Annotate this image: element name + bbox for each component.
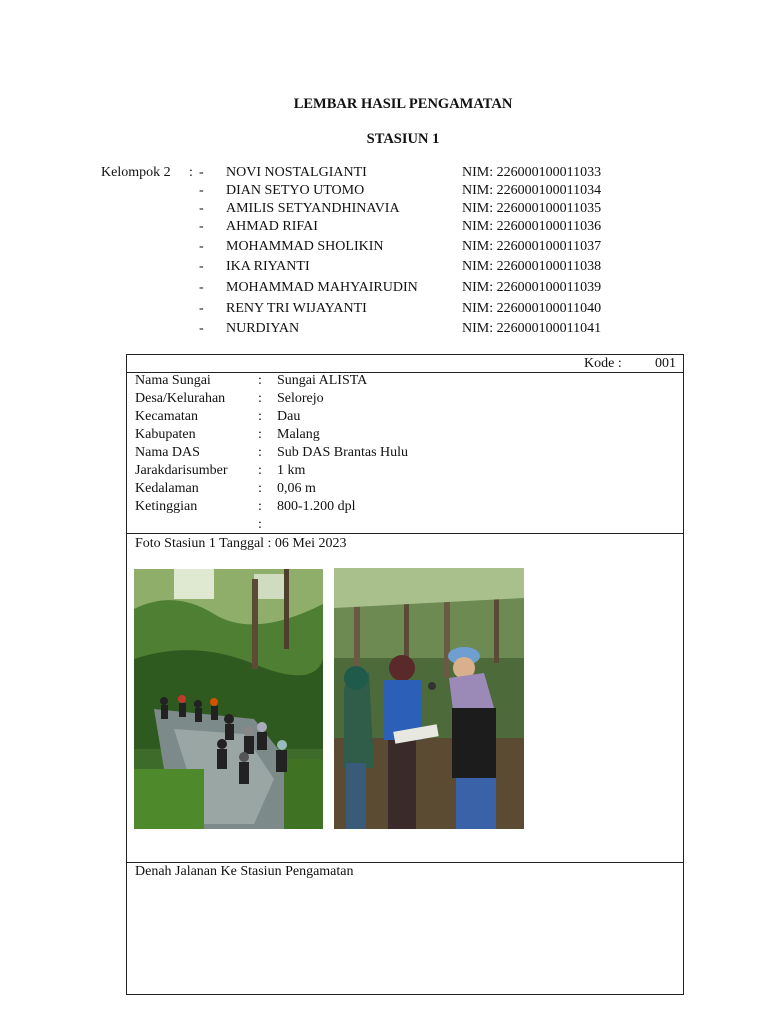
member-row [0, 183, 768, 203]
info-value: Sub DAS Brantas Hulu [277, 445, 409, 460]
member-row [0, 259, 768, 279]
info-label: Ketinggian [135, 499, 198, 514]
member-row [0, 201, 768, 221]
map-box [126, 862, 684, 995]
member-nim: NIM: 226000100011034 [462, 183, 602, 198]
info-label: Kedalaman [135, 481, 199, 496]
info-separator: : [258, 373, 262, 388]
kode-value: 001 [655, 356, 676, 371]
info-separator: : [258, 499, 262, 514]
station-info-box [126, 354, 684, 534]
member-name: MOHAMMAD MAHYAIRUDIN [226, 280, 418, 295]
info-separator: : [258, 427, 262, 442]
info-label: Kecamatan [135, 409, 198, 424]
member-dash: - [199, 165, 204, 180]
member-dash: - [199, 259, 204, 274]
info-value: 1 km [277, 463, 306, 478]
info-label: Nama Sungai [135, 373, 211, 388]
page-title: LEMBAR HASIL PENGAMATAN [293, 96, 513, 112]
info-label: Kabupaten [135, 427, 196, 442]
info-row [135, 481, 675, 499]
member-name: RENY TRI WIJAYANTI [226, 301, 367, 316]
member-nim: NIM: 226000100011039 [462, 280, 602, 295]
member-nim: NIM: 226000100011038 [462, 259, 602, 274]
kode-label: Kode : [584, 356, 622, 371]
member-row [0, 165, 768, 185]
member-dash: - [199, 219, 204, 234]
group-separator: : [189, 165, 193, 180]
member-dash: - [199, 183, 204, 198]
info-row [135, 463, 675, 481]
map-caption: Denah Jalanan Ke Stasiun Pengamatan [135, 864, 354, 879]
info-value: Selorejo [277, 391, 324, 406]
info-value: 0,06 m [277, 481, 316, 496]
info-separator: : [258, 445, 262, 460]
info-separator: : [258, 481, 262, 496]
info-separator: : [258, 409, 262, 424]
photo-caption: Foto Stasiun 1 Tanggal : 06 Mei 2023 [135, 536, 347, 551]
member-nim: NIM: 226000100011035 [462, 201, 602, 216]
photo-box [126, 533, 684, 863]
member-row [0, 321, 768, 341]
member-nim: NIM: 226000100011041 [462, 321, 602, 336]
info-row [135, 499, 675, 517]
info-label: Jarakdarisumber [135, 463, 228, 478]
member-name: MOHAMMAD SHOLIKIN [226, 239, 384, 254]
member-dash: - [199, 301, 204, 316]
info-separator: : [258, 463, 262, 478]
info-value: Malang [277, 427, 320, 442]
member-nim: NIM: 226000100011040 [462, 301, 602, 316]
info-separator: : [258, 517, 262, 532]
info-value: Sungai ALISTA [277, 373, 368, 388]
info-label: Desa/Kelurahan [135, 391, 226, 406]
member-dash: - [199, 239, 204, 254]
member-name: NURDIYAN [226, 321, 300, 336]
info-row [135, 409, 675, 427]
info-row [135, 391, 675, 409]
member-nim: NIM: 226000100011033 [462, 165, 602, 180]
info-row [135, 445, 675, 463]
info-label: Nama DAS [135, 445, 200, 460]
page-subtitle: STASIUN 1 [366, 131, 440, 147]
info-row [135, 427, 675, 445]
info-value: 800-1.200 dpl [277, 499, 356, 514]
info-row [135, 373, 675, 391]
member-dash: - [199, 201, 204, 216]
member-nim: NIM: 226000100011037 [462, 239, 602, 254]
member-dash: - [199, 321, 204, 336]
member-row [0, 280, 768, 300]
member-row [0, 301, 768, 321]
member-name: AMILIS SETYANDHINAVIA [226, 201, 400, 216]
info-value: Dau [277, 409, 301, 424]
member-row [0, 219, 768, 239]
info-separator: : [258, 391, 262, 406]
member-row [0, 239, 768, 259]
member-name: NOVI NOSTALGIANTI [226, 165, 367, 180]
member-dash: - [199, 280, 204, 295]
station-photo-measurement [334, 568, 524, 829]
member-name: AHMAD RIFAI [226, 219, 318, 234]
group-label: Kelompok 2 [101, 165, 171, 180]
member-name: DIAN SETYO UTOMO [226, 183, 365, 198]
member-nim: NIM: 226000100011036 [462, 219, 602, 234]
member-name: IKA RIYANTI [226, 259, 310, 274]
station-photo-stream [134, 569, 323, 829]
